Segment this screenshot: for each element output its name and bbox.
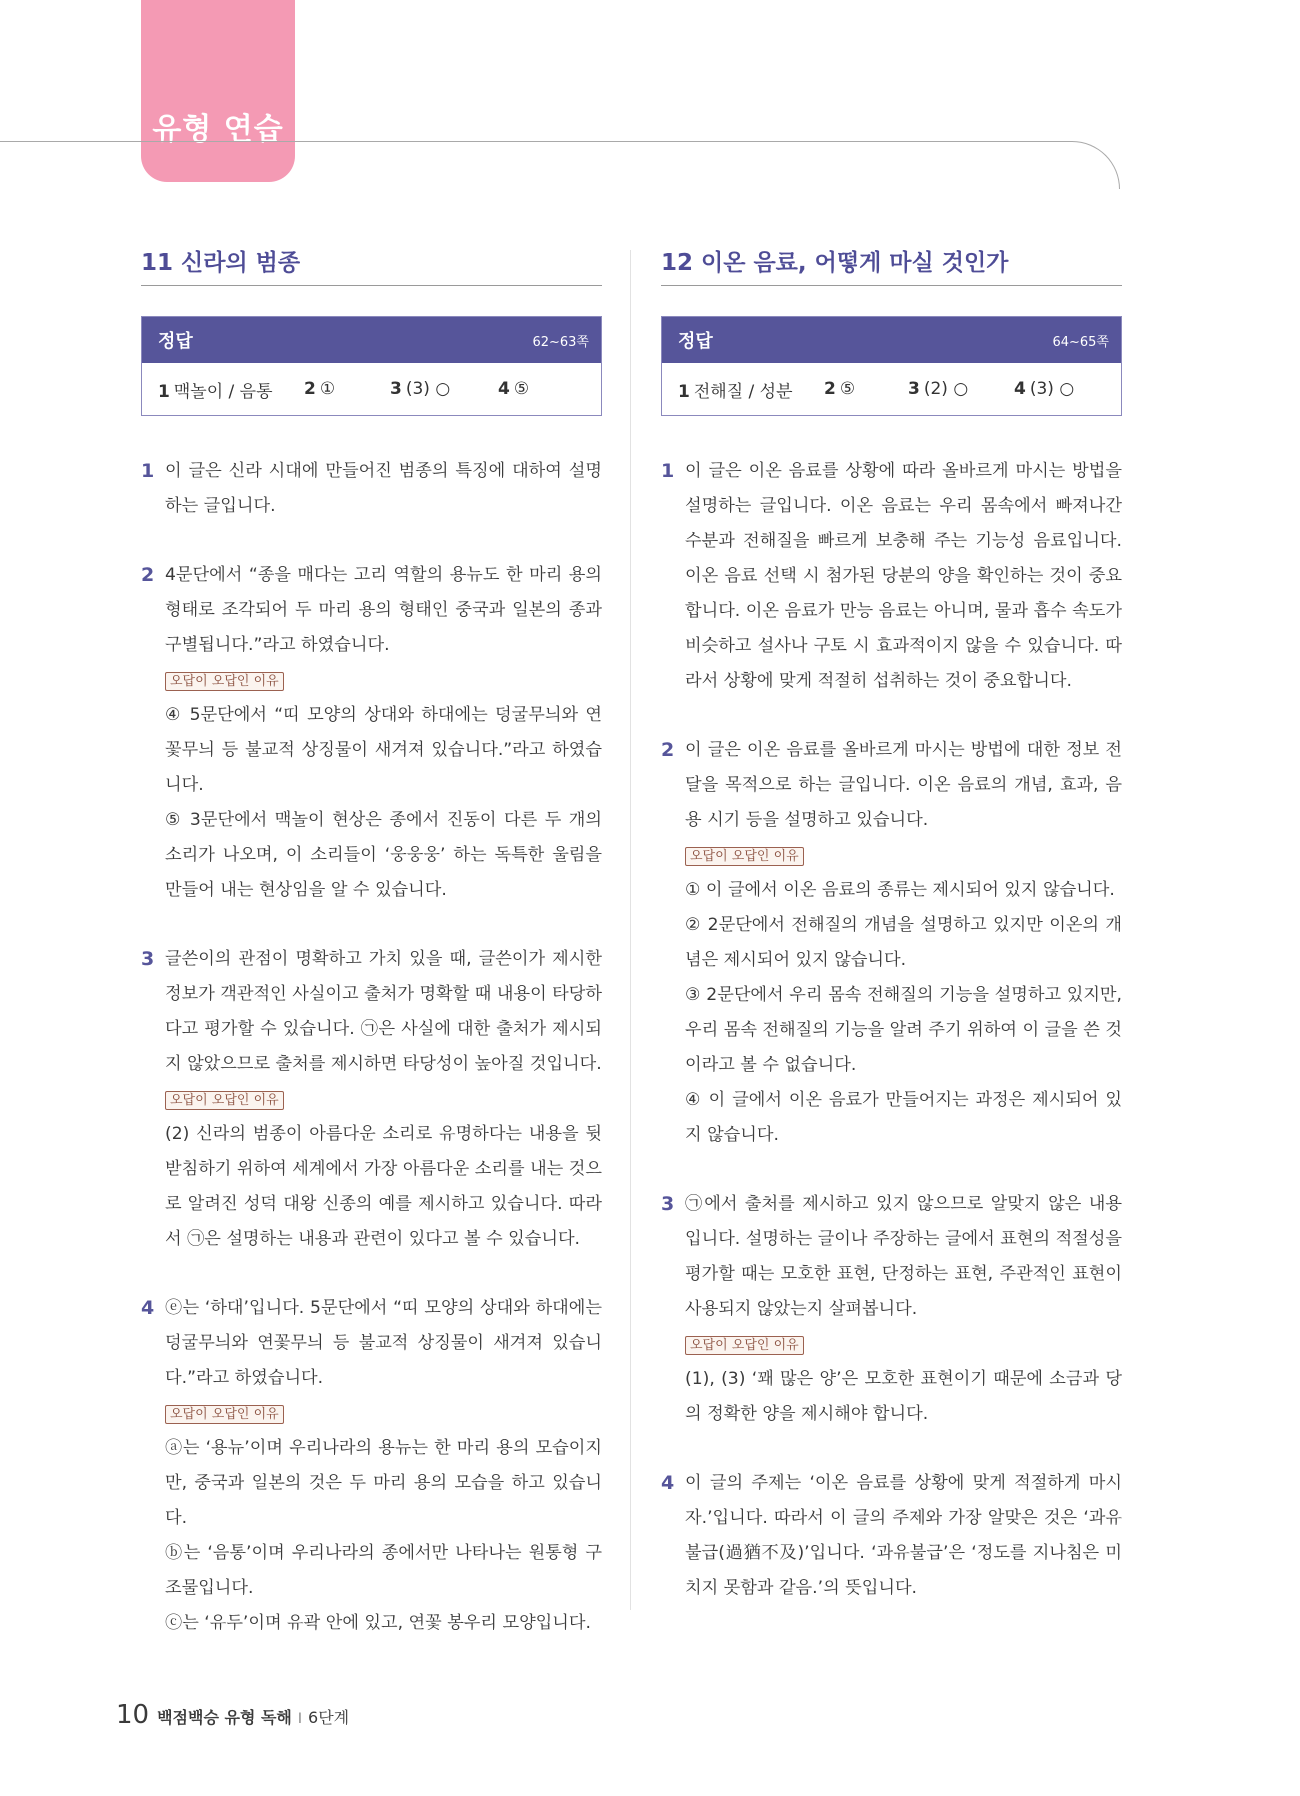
explanation-item — [141, 558, 602, 908]
column-divider — [630, 250, 631, 1610]
explanation-list-11 — [141, 454, 602, 1641]
wrong-answer-explanation: (1), (3) ‘꽤 많은 양’은 모호한 표현이기 때문에 소금과 당의 정확한 양을 제시해야 합니다. — [685, 1369, 1122, 1424]
page-number: 10 — [116, 1700, 150, 1730]
answer-box-11 — [141, 316, 602, 416]
section-tab-title: 유형 연습 — [152, 112, 284, 147]
wrong-answer-explanation: ⓐ는 ‘용뉴’이며 우리나라의 용뉴는 한 마리 용의 모습이지만, 중국과 일본의 것은 두 마리 용의 모습을 하고 있습니다. — [165, 1438, 602, 1528]
explanation-item — [141, 1291, 602, 1641]
wrong-answer-explanation: ④ 5문단에서 “띠 모양의 상대와 하대에는 덩굴무늬와 연꽃무늬 등 불교적 상징물이 새겨져 있습니다.”라고 하였습니다. — [165, 705, 602, 795]
book-level: 6단계 — [308, 1708, 350, 1727]
wrong-answer-explanation: ③ 2문단에서 우리 몸속 전해질의 기능을 설명하고 있지만, 우리 몸속 전해질의 기능을 알려 주기 위하여 이 글을 쓴 것이라고 볼 수 없습니다. — [685, 985, 1122, 1075]
header-rule — [0, 141, 1070, 142]
explanation-text: 4문단에서 “종을 매다는 고리 역할의 용뉴도 한 마리 용의 형태로 조각되어 두 마리 용의 형태인 중국과 일본의 종과 구별됩니다.”라고 하였습니다. — [165, 565, 602, 655]
answer-item: 3 (2) ○ — [908, 379, 969, 399]
section-title-11: 11 신라의 범종 — [141, 244, 602, 286]
answer-row — [662, 363, 1121, 415]
answer-header — [662, 317, 1121, 363]
book-title: 백점백승 유형 독해 — [157, 1708, 292, 1727]
answer-item: 2 ① — [304, 379, 336, 399]
answer-item: 1 맥놀이 / 음통 — [158, 381, 273, 402]
answer-row — [142, 363, 601, 415]
explanation-item — [661, 733, 1122, 1153]
wrong-answer-explanation: ④ 이 글에서 이온 음료가 만들어지는 과정은 제시되어 있지 않습니다. — [685, 1090, 1122, 1145]
wrong-answer-reason-badge: 오답이 오답인 이유 — [685, 1336, 804, 1355]
wrong-answer-reason-badge: 오답이 오답인 이유 — [165, 1405, 284, 1424]
wrong-answer-explanation: ⓑ는 ‘음통’이며 우리나라의 종에서만 나타나는 원통형 구조물입니다. — [165, 1543, 602, 1598]
answer-pages: 64~65쪽 — [1052, 334, 1109, 350]
left-column — [141, 244, 602, 1675]
answer-box-12 — [661, 316, 1122, 416]
wrong-answer-explanation: ① 이 글에서 이온 음료의 종류는 제시되어 있지 않습니다. — [685, 880, 1115, 900]
section-title-12: 12 이온 음료, 어떻게 마실 것인가 — [661, 244, 1122, 286]
explanation-text: 이 글은 신라 시대에 만들어진 범종의 특징에 대하여 설명하는 글입니다. — [165, 461, 602, 516]
explanation-item — [141, 942, 602, 1257]
right-column — [661, 244, 1122, 1640]
answer-pages: 62~63쪽 — [532, 334, 589, 350]
wrong-answer-reason-badge: 오답이 오답인 이유 — [165, 672, 284, 691]
answer-item: 2 ⑤ — [824, 379, 856, 399]
answer-label: 정답 — [158, 331, 193, 352]
item-number: 3 — [661, 1193, 675, 1215]
item-number: 3 — [141, 948, 155, 970]
answer-item: 3 (3) ○ — [390, 379, 451, 399]
explanation-item — [661, 454, 1122, 699]
explanation-text: 이 글은 이온 음료를 올바르게 마시는 방법에 대한 정보 전달을 목적으로 하는 글입니다. 이온 음료의 개념, 효과, 음용 시기 등을 설명하고 있습니다. — [685, 740, 1122, 830]
answer-item: 1 전해질 / 성분 — [678, 381, 793, 402]
explanation-text: ㉠에서 출처를 제시하고 있지 않으므로 알맞지 않은 내용입니다. 설명하는 글이나 주장하는 글에서 표현의 적절성을 평가할 때는 모호한 표현, 단정하는 표현, 주관적인 표현이 사용되지 않았는지 살펴봅니다. — [685, 1194, 1122, 1319]
explanation-text: ⓔ는 ‘하대’입니다. 5문단에서 “띠 모양의 상대와 하대에는 덩굴무늬와 연꽃무늬 등 불교적 상징물이 새겨져 있습니다.”라고 하였습니다. — [165, 1298, 602, 1388]
item-number: 1 — [141, 460, 155, 482]
wrong-answer-reason-badge: 오답이 오답인 이유 — [165, 1091, 284, 1110]
item-number: 2 — [141, 564, 155, 586]
item-number: 1 — [661, 460, 675, 482]
item-number: 4 — [661, 1472, 675, 1494]
wrong-answer-reason-badge: 오답이 오답인 이유 — [685, 847, 804, 866]
wrong-answer-explanation: ⓒ는 ‘유두’이며 유곽 안에 있고, 연꽃 봉우리 모양입니다. — [165, 1613, 591, 1633]
explanation-list-12 — [661, 454, 1122, 1606]
item-number: 4 — [141, 1297, 155, 1319]
answer-item: 4 ⑤ — [498, 379, 530, 399]
wrong-answer-explanation: ② 2문단에서 전해질의 개념을 설명하고 있지만 이온의 개념은 제시되어 있지 않습니다. — [685, 915, 1122, 970]
answer-header — [142, 317, 601, 363]
explanation-text: 글쓴이의 관점이 명확하고 가치 있을 때, 글쓴이가 제시한 정보가 객관적인 사실이고 출처가 명확할 때 내용이 타당하다고 평가할 수 있습니다. ㉠은 사실에 대한 출처가 제시되지 않았으므로 출처를 제시하면 타당성이 높아질 것입니다. — [165, 949, 602, 1074]
section-tab — [141, 0, 295, 182]
footer-separator: I — [297, 1711, 303, 1727]
wrong-answer-explanation: ⑤ 3문단에서 맥놀이 현상은 종에서 진동이 다른 두 개의 소리가 나오며, 이 소리들이 ‘웅웅웅’ 하는 독특한 울림을 만들어 내는 현상임을 알 수 있습니다. — [165, 810, 602, 900]
explanation-text: 이 글은 이온 음료를 상황에 따라 올바르게 마시는 방법을 설명하는 글입니다. 이온 음료는 우리 몸속에서 빠져나간 수분과 전해질을 빠르게 보충해 주는 기능성 음료입니다. 이온 음료 선택 시 첨가된 당분의 양을 확인하는 것이 중요합니다. 이온 음료가 만능 음료는 아니며, 물과 흡수 속도가 비슷하고 설사나 구토 시 효과적이지 않을 수 있습니다. 따라서 상황에 맞게 적절히 섭취하는 것이 중요합니다. — [685, 461, 1122, 691]
item-number: 2 — [661, 739, 675, 761]
page-footer — [116, 1700, 349, 1730]
answer-item: 4 (3) ○ — [1014, 379, 1075, 399]
explanation-text: 이 글의 주제는 ‘이온 음료를 상황에 맞게 적절하게 마시자.’입니다. 따라서 이 글의 주제와 가장 알맞은 것은 ‘과유불급(過猶不及)’입니다. ‘과유불급’은 ‘정도를 지나침은 미치지 못함과 같음.’의 뜻입니다. — [685, 1473, 1122, 1598]
answer-label: 정답 — [678, 331, 713, 352]
header-rule-curve — [1068, 141, 1120, 189]
explanation-item — [141, 454, 602, 524]
explanation-item — [661, 1466, 1122, 1606]
explanation-item — [661, 1187, 1122, 1432]
wrong-answer-explanation: (2) 신라의 범종이 아름다운 소리로 유명하다는 내용을 뒷받침하기 위하여 세계에서 가장 아름다운 소리를 내는 것으로 알려진 성덕 대왕 신종의 예를 제시하고 있습니다. 따라서 ㉠은 설명하는 내용과 관련이 있다고 볼 수 있습니다. — [165, 1124, 602, 1249]
